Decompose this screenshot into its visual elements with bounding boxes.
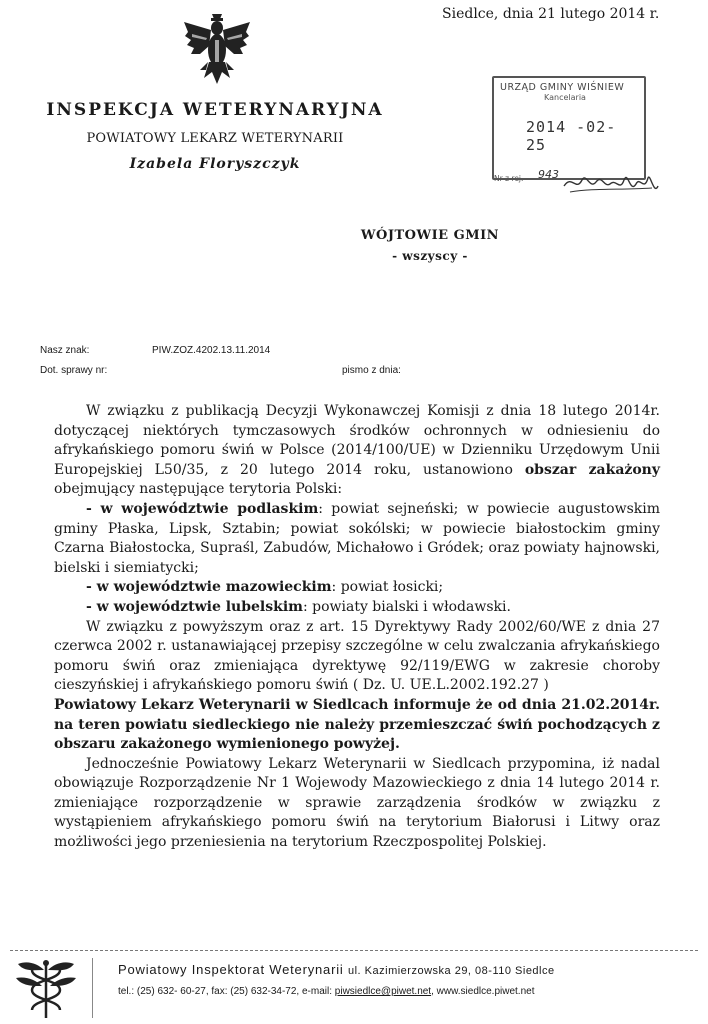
emphasis-text: obszar zakażony — [524, 461, 660, 478]
recipient-title: WÓJTOWIE GMIN — [360, 228, 500, 243]
footer-contact — [118, 986, 534, 997]
caduceus-logo-icon — [12, 958, 80, 1022]
list-item-heading: - w województwie lubelskim — [86, 598, 303, 615]
organization-subtitle: POWIATOWY LEKARZ WETERYNARII — [86, 131, 344, 146]
stamp-frame — [492, 76, 646, 180]
paragraph-3: Powiatowy Lekarz Weterynarii w Siedlcach informuje że od dnia 21.02.2014r. na teren powiatu siedleckiego nie należy przemieszczać świń pochodzących z obszaru zakażonego wymienionego powyżej. — [54, 696, 660, 753]
footer-organization — [118, 962, 555, 977]
paragraph-2: W związku z powyższym oraz z art. 15 Dyrektywy Rady 2002/60/WE z dnia 27 czerwca 2002 r. ustanawiającej przepisy szczególne w celu zwalczania afrykańskiego pomoru świń oraz zmieniająca dyrektywę 92/119/EWG w zakresie choroby cieszyńskiej i afrykańskiego pomoru świń ( Dz. U. UE.L.2002.192.27 ) — [54, 618, 660, 694]
eagle-emblem-icon — [182, 12, 252, 90]
letter-body — [54, 402, 660, 853]
document-date: Siedlce, dnia 21 lutego 2014 r. — [442, 6, 660, 22]
footer-separator — [92, 958, 93, 1018]
reference-label: Nasz znak: — [40, 345, 90, 356]
paragraph-4: Jednocześnie Powiatowy Lekarz Weterynarii w Siedlcach przypomina, iż nadal obowiązuje Rozporządzenie Nr 1 Wojewody Mazowieckiego z dnia 14 lutego 2014 r. zmieniające rozporządzenie w sprawie zarządzenia środków w związku z wystąpieniem afrykańskiego pomoru świń na terytorium Białorusi i Litwy oraz możliwości jego przeniesienia na terytorium Rzeczpospolitej Polskiej. — [54, 755, 660, 851]
footer-website[interactable]: , www.siedlce.piwet.net — [431, 986, 535, 997]
stamp-number: 943 — [538, 168, 559, 181]
official-name: Izabela Floryszczyk — [129, 156, 301, 172]
stamp-subtitle: Kancelaria — [544, 93, 586, 102]
footer-address: ul. Kazimierzowska 29, 08-110 Siedlce — [348, 965, 555, 977]
list-item-text: : powiaty bialski i włodawski. — [302, 598, 511, 615]
stamp-registration — [494, 166, 659, 201]
case-number-label: Dot. sprawy nr: — [40, 365, 108, 376]
list-item — [54, 598, 660, 618]
footer-phone-fax: tel.: (25) 632- 60-27, fax: (25) 632-34-72, e-mail: — [118, 986, 335, 997]
organization-header — [40, 100, 390, 172]
list-item — [54, 578, 660, 598]
footer-org-name: Powiatowy Inspektorat Weterynarii — [118, 962, 344, 977]
stamp-date: 2014 -02- 25 — [526, 118, 617, 154]
recipient-block — [300, 228, 560, 263]
recipient-subtitle: - wszyscy - — [392, 249, 468, 263]
letter-date-label: pismo z dnia: — [342, 365, 401, 376]
organization-name: INSPEKCJA WETERYNARYJNA — [46, 100, 384, 120]
list-item-heading: - w województwie podlaskim — [86, 500, 319, 517]
list-item — [54, 500, 660, 578]
reference-number: PIW.ZOZ.4202.13.11.2014 — [152, 345, 271, 356]
list-item-text: : powiat sejneński; w powiecie augustowskim gminy Płaska, Lipsk, Sztabin; powiat sokólski; w powiecie białostockim gminy Czarna Białostocka, Supraśl, Zabudów, Michałowo i Gródek; oraz powiaty hajnowski, bielski i siemiatycki; — [54, 500, 660, 576]
registry-stamp — [492, 76, 652, 184]
footer-divider — [10, 950, 698, 951]
handwritten-signature-icon — [562, 166, 662, 200]
list-item-heading: - w województwie mazowieckim — [86, 579, 332, 596]
paragraph-text: obejmujący następujące terytoria Polski: — [54, 481, 343, 498]
paragraph-1 — [54, 402, 660, 500]
paragraph-text: W związku z publikacją Decyzji Wykonawczej Komisji z dnia 18 lutego 2014r. dotyczącej niektórych tymczasowych środków ochronnych w odniesieniu do afrykańskiego pomoru świń w Polsce (2014/100/UE) w Dzienniku Urzędowym Unii Europejskiej L50/35, z 20 lutego 2014 roku, ustanowiono — [54, 403, 660, 478]
footer-email-link[interactable]: piwsiedlce@piwet.net — [334, 986, 432, 997]
stamp-nr-label: Nr z rej. — [494, 174, 524, 183]
list-item-text: : powiat łosicki; — [331, 579, 444, 596]
stamp-title: URZĄD GMINY WIŚNIEW — [500, 82, 625, 93]
